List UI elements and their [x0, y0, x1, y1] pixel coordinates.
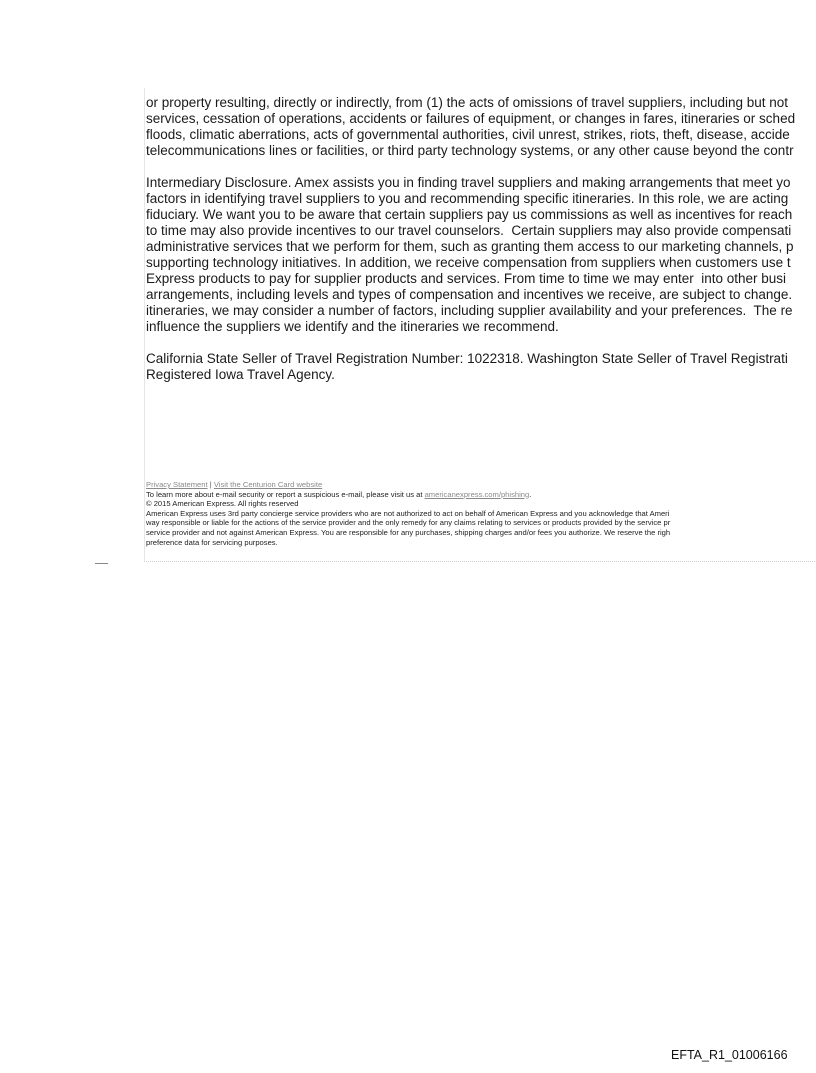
text-line: administrative services that we perform for them, such as granting them access to our marketing channels, p: [146, 239, 794, 254]
link-separator: |: [209, 480, 212, 489]
privacy-statement-link[interactable]: Privacy Statement: [146, 480, 208, 489]
text-line: floods, climatic aberrations, acts of governmental authorities, civil unrest, strikes, riots, theft, disease, accide: [146, 127, 790, 142]
disclaimer-line: way responsible or liable for the actions of the service provider and the only remedy for any claims relating to services or products provided by the service pr: [146, 518, 671, 528]
page-mark: [95, 563, 108, 564]
phishing-link[interactable]: americanexpress.com/phishing: [424, 489, 530, 499]
centurion-card-link[interactable]: Visit the Centurion Card website: [213, 480, 323, 489]
bates-number: EFTA_R1_01006166: [671, 1048, 788, 1062]
text-line: services, cessation of operations, accidents or failures of equipment, or changes in fares, itineraries or sched: [146, 111, 796, 126]
intermediary-disclosure-paragraph: [146, 175, 816, 335]
text-line: to time may also provide incentives to our travel counselors. Certain suppliers may also provide compensati: [146, 223, 792, 238]
liability-paragraph: [146, 95, 816, 159]
disclaimer-line: preference data for servicing purposes.: [146, 537, 278, 547]
text-line: influence the suppliers we identify and the itineraries we recommend.: [146, 319, 559, 334]
text-line: arrangements, including levels and types of compensation and incentives we receive, are subject to change.: [146, 287, 793, 302]
text-line: California State Seller of Travel Registration Number: 1022318. Washington State Seller of Travel Registrati: [146, 351, 788, 366]
security-end: .: [529, 489, 532, 499]
text-line: fiduciary. We want you to be aware that certain suppliers pay us commissions as well as incentives for reach: [146, 207, 793, 222]
text-line: Express products to pay for supplier products and services. From time to time we may enter into other busi: [146, 271, 787, 286]
disclaimer-line: American Express uses 3rd party concierge service providers who are not authorized to act on behalf of American Express and you acknowledge that Ameri: [146, 508, 670, 518]
text-line: itineraries, we may consider a number of factors, including supplier availability and your preferences. The re: [146, 303, 793, 318]
email-footer: [146, 480, 816, 547]
security-text: To learn more about e-mail security or report a suspicious e-mail, please visit us at: [146, 489, 425, 499]
disclaimer-line: service provider and not against American Express. You are responsible for any purchases, shipping charges and/or fees you authorize. We reserve the righ: [146, 527, 671, 537]
text-line: telecommunications lines or facilities, or third party technology systems, or any other cause beyond the contr: [146, 143, 794, 158]
seller-of-travel-paragraph: [146, 351, 816, 383]
text-line: Registered Iowa Travel Agency.: [146, 367, 335, 382]
email-body: [146, 95, 816, 399]
text-line: or property resulting, directly or indirectly, from (1) the acts of omissions of travel suppliers, including but not: [146, 95, 789, 110]
text-line: factors in identifying travel suppliers to you and recommending specific itineraries. In this role, we are acting: [146, 191, 789, 206]
text-line: supporting technology initiatives. In addition, we receive compensation from suppliers when customers use t: [146, 255, 791, 270]
security-notice: [146, 490, 816, 500]
text-line: Intermediary Disclosure. Amex assists you in finding travel suppliers and making arrangements that meet yo: [146, 175, 791, 190]
copyright: © 2015 American Express. All rights reserved: [146, 499, 299, 509]
footer-links: [146, 480, 816, 490]
